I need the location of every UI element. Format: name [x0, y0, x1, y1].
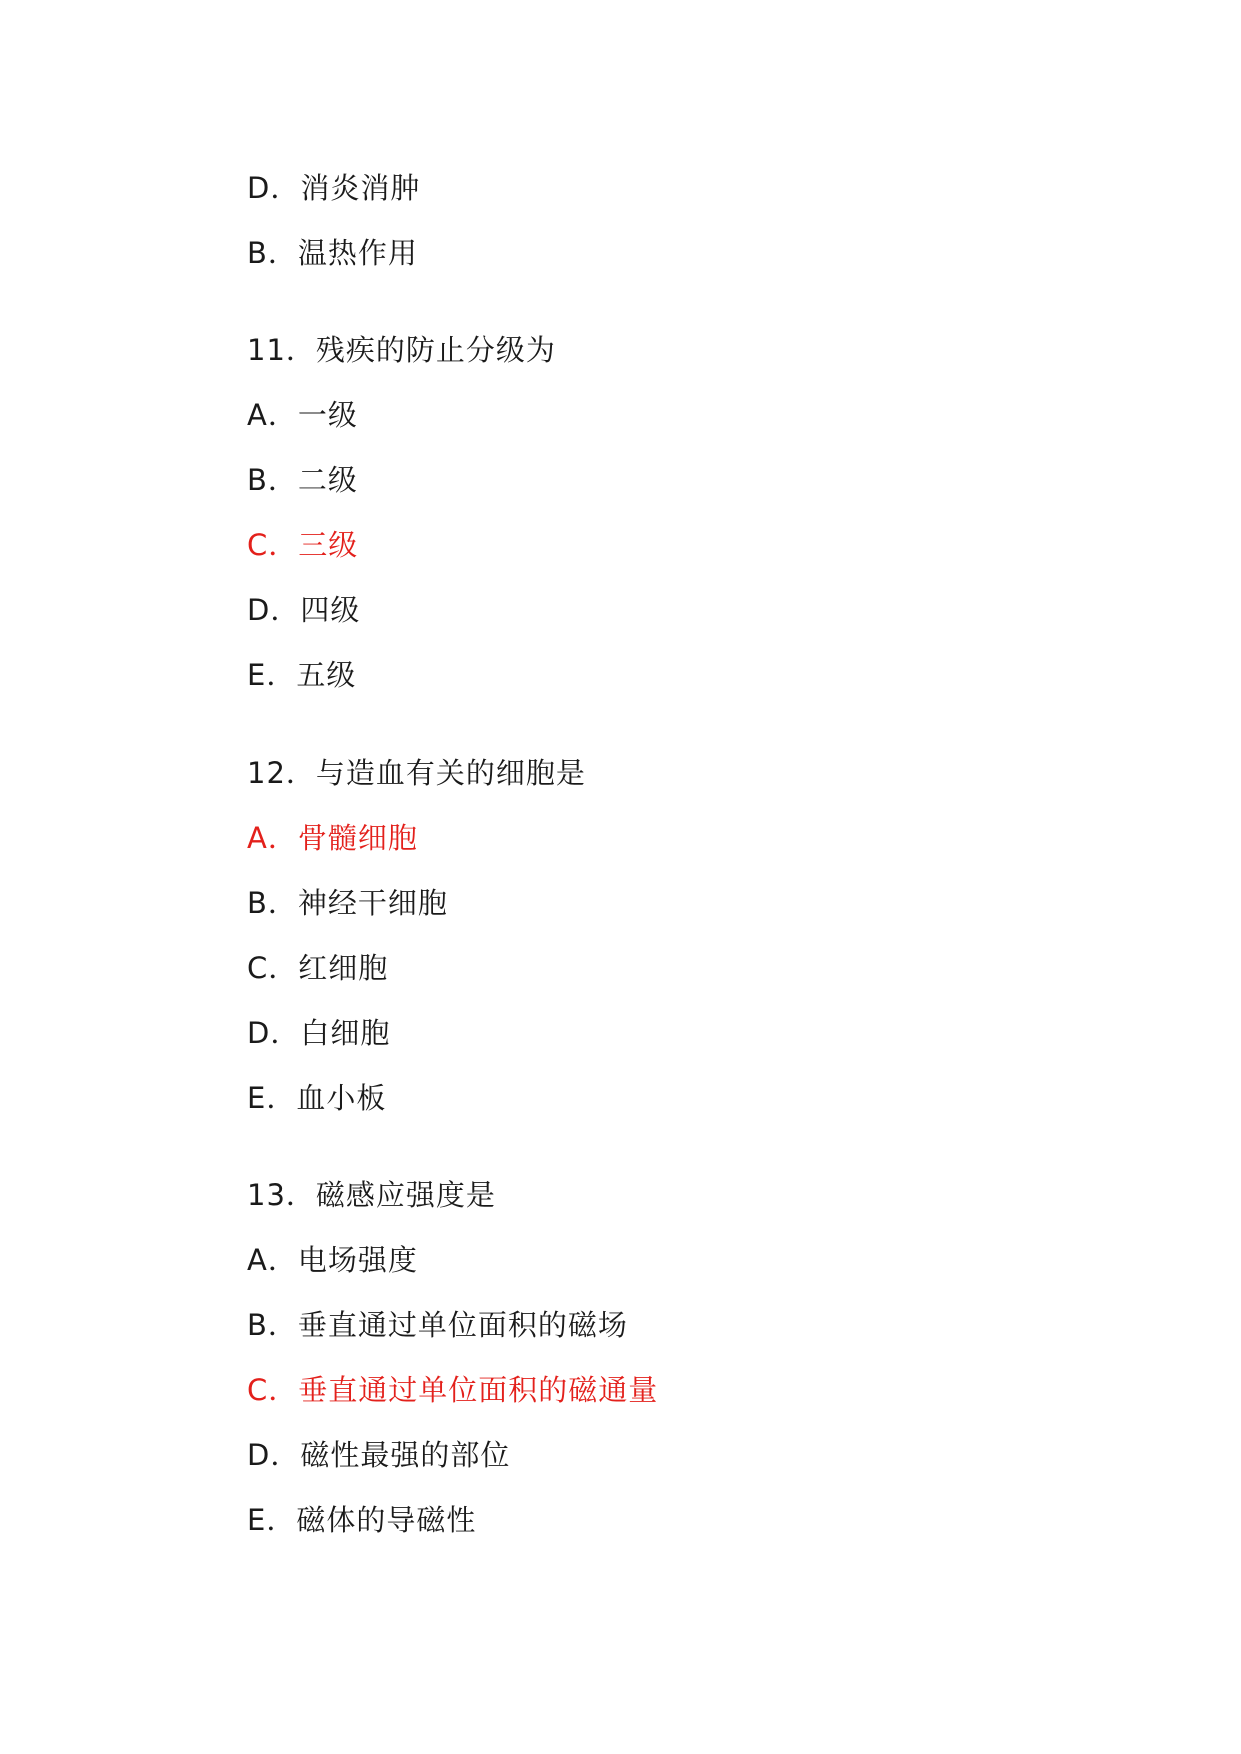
question-11: 11．残疾的防止分级为 [247, 333, 556, 367]
option-12-a-answer: A．骨髓细胞 [247, 821, 418, 855]
option-12-b: B．神经干细胞 [247, 886, 448, 920]
option-11-e: E．五级 [247, 658, 357, 692]
option-13-c-answer: C．垂直通过单位面积的磁通量 [247, 1373, 659, 1407]
option-13-e: E．磁体的导磁性 [247, 1503, 477, 1537]
question-12: 12．与造血有关的细胞是 [247, 756, 586, 790]
option-10-d: D．消炎消肿 [247, 171, 421, 205]
option-13-a: A．电场强度 [247, 1243, 418, 1277]
option-11-b: B．二级 [247, 463, 358, 497]
option-12-d: D．白细胞 [247, 1016, 391, 1050]
option-11-a: A．一级 [247, 398, 358, 432]
option-13-b: B．垂直通过单位面积的磁场 [247, 1308, 628, 1342]
option-11-c-answer: C．三级 [247, 528, 359, 562]
option-10-b: B．温热作用 [247, 236, 418, 270]
option-11-d: D．四级 [247, 593, 361, 627]
option-12-c: C．红细胞 [247, 951, 389, 985]
question-13: 13．磁感应强度是 [247, 1178, 496, 1212]
option-13-d: D．磁性最强的部位 [247, 1438, 511, 1472]
option-12-e: E．血小板 [247, 1081, 387, 1115]
